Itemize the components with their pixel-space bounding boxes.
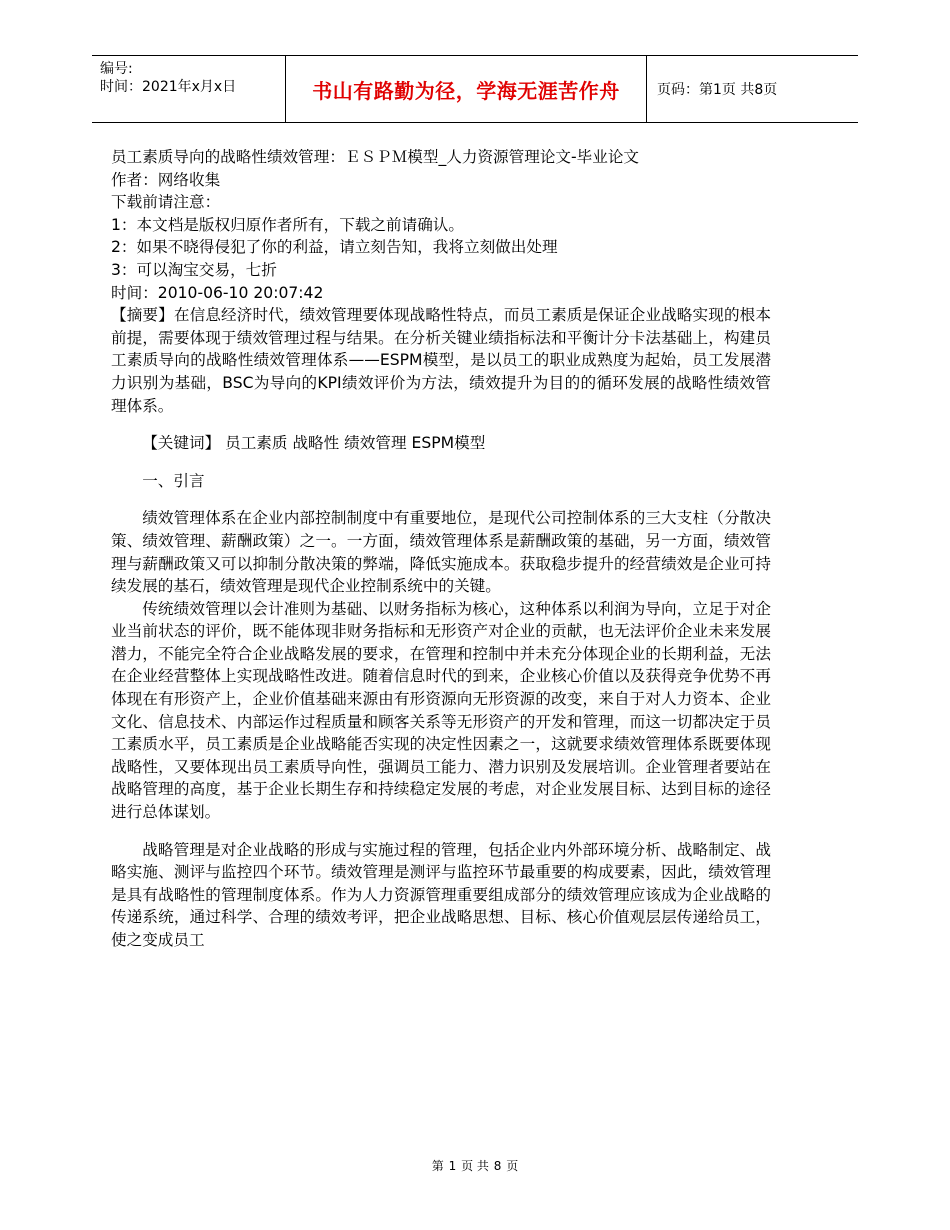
notice-heading: 下载前请注意： xyxy=(111,193,221,212)
header-number-label: 编号: xyxy=(100,61,133,77)
document-body xyxy=(111,146,771,952)
header-info xyxy=(100,60,280,96)
notice-item-2: 2：如果不晓得侵犯了你的利益，请立刻告知，我将立刻做出处理 xyxy=(111,238,558,257)
header-motto: 书山有路勤为径，学海无涯苦作舟 xyxy=(285,56,647,122)
keywords: 【关键词】 员工素质 战略性 绩效管理 ESPM模型 xyxy=(142,434,486,453)
header-time-label: 时间：2021年x月x日 xyxy=(100,79,237,95)
body-paragraph: 战略管理是对企业战略的形成与实施过程的管理，包括企业内外部环境分析、战略制定、战略实施、测评与监控四个环节。绩效管理是测评与监控环节最重要的构成要素，因此，绩效管理是具有战略性的管理制度体系。作为人力资源管理重要组成部分的绩效管理应该成为企业战略的传递系统，通过科学、合理的绩效考评，把企业战略思想、目标、核心价值观层层传递给员工，使之变成员工 xyxy=(111,840,771,949)
page-footer xyxy=(0,1157,950,1174)
footer-prefix: 第 xyxy=(431,1159,444,1173)
notice-item-1: 1：本文档是版权归原作者所有，下载之前请确认。 xyxy=(111,215,464,234)
document-header xyxy=(92,55,858,123)
notice-item-3: 3：可以淘宝交易，七折 xyxy=(111,260,277,279)
header-page-info: 页码：第1页 共8页 xyxy=(657,82,778,98)
section-heading: 一、引言 xyxy=(142,471,205,490)
footer-total-pages: 8 xyxy=(493,1159,502,1173)
body-paragraph: 传统绩效管理以会计准则为基础、以财务指标为核心，这种体系以利润为导向，立足于对企业当前状态的评价，既不能体现非财务指标和无形资产对企业的贡献，也无法评价企业未来发展潜力，不能完全符合企业战略发展的要求，在管理和控制中并未充分体现企业的长期利益，无法在企业经营整体上实现战略性改进。随着信息时代的到来，企业核心价值以及获得竞争优势不再体现在有形资产上，企业价值基础来源由有形资源向无形资源的改变，来自于对人力资本、企业文化、信息技术、内部运作过程质量和顾客关系等无形资产的开发和管理，而这一切都决定于员工素质水平，员工素质是企业战略能否实现的决定性因素之一，这就要求绩效管理体系既要体现战略性，又要体现出员工素质导向性，强调员工能力、潜力识别及发展培训。企业管理者要站在战略管理的高度，基于企业长期生存和持续稳定发展的考虑，对企业发展目标、达到目标的途径进行总体谋划。 xyxy=(111,599,771,822)
footer-page-number: 1 xyxy=(448,1159,457,1173)
body-paragraph: 绩效管理体系在企业内部控制制度中有重要地位，是现代公司控制体系的三大支柱（分散决策、绩效管理、薪酬政策）之一。一方面，绩效管理体系是薪酬政策的基础，另一方面，绩效管理与薪酬政策又可以抑制分散决策的弊端，降低实施成本。获取稳步提升的经营绩效是企业可持续发展的基石，绩效管理是现代企业控制系统中的关键。 xyxy=(111,509,771,596)
document-time: 时间：2010-06-10 20:07:42 xyxy=(111,283,324,302)
abstract: 【摘要】在信息经济时代，绩效管理要体现战略性特点，而员工素质是保证企业战略实现的根本前提，需要体现于绩效管理过程与结果。在分析关键业绩指标法和平衡计分卡法基础上，构建员工素质导向的战略性绩效管理体系——ESPM模型，是以员工的职业成熟度为起始，员工发展潜力识别为基础，BSC为导向的KPI绩效评价为方法，绩效提升为目的的循环发展的战略性绩效管理体系。 xyxy=(111,306,771,415)
footer-middle: 页 共 xyxy=(461,1159,489,1173)
document-title: 员工素质导向的战略性绩效管理：ＥＳＰＭ模型_人力资源管理论文-毕业论文 xyxy=(111,148,640,166)
footer-suffix: 页 xyxy=(506,1159,519,1173)
document-author: 作者：网络收集 xyxy=(111,170,221,189)
